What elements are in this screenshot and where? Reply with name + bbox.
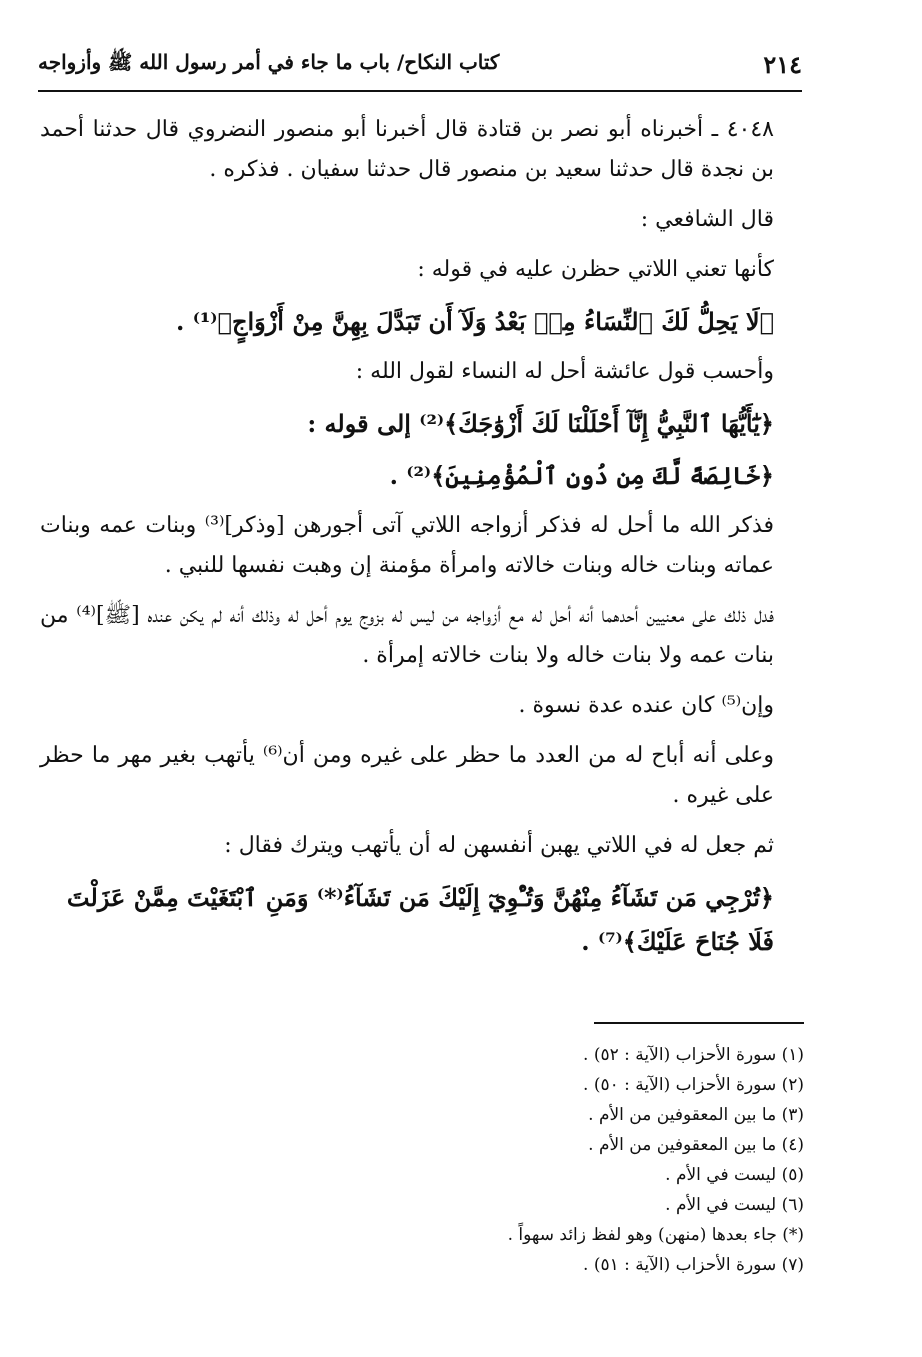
footnote: (٥) ليست في الأم .	[665, 1165, 804, 1185]
footnote: (٤) ما بين المعقوفين من الأم .	[588, 1135, 804, 1155]
footnote: (٣) ما بين المعقوفين من الأم .	[588, 1105, 804, 1125]
page-number: ٢١٤	[763, 49, 802, 79]
footnote-rule	[594, 1022, 804, 1024]
text-paragraph: كأنها تعني اللاتي حظرن عليه في قوله :	[417, 257, 774, 282]
text-paragraph: وأحسب قول عائشة أحل له النساء لقول الله :	[355, 359, 774, 384]
running-title: كتاب النكاح/ باب ما جاء في أمر رسول الله ﷺ وأزواجه	[38, 49, 500, 74]
footnote: (*) جاء بعدها (منهن) وهو لفظ زائد سهواً .	[507, 1225, 804, 1245]
text-paragraph: وعلى أنه أباح له من العدد ما حظر على غيره ومن أن⁽⁶⁾ يأتهب بغير مهر ما حظر على غيره .	[40, 743, 774, 808]
footnotes	[300, 1040, 804, 1280]
quran-verse: ﴿لَا يَحِلُّ لَكَ ٱلنِّسَاءُ مِنۢ بَعْدُ وَلَآ أَن تَبَدَّلَ بِهِنَّ مِنْ أَزْوَاجٍ﴾⁽¹⁾ .	[176, 307, 774, 336]
quran-verse: ﴿خَالِصَةً لَّكَ مِن دُونِ ٱلْمُؤْمِنِينَ﴾⁽²⁾ .	[389, 461, 774, 490]
quran-verse: ﴿تُرْجِي مَن تَشَآءُ مِنْهُنَّ وَتُـْٔوِيٓ إِلَيْكَ مَن تَشَآءُ⁽*⁾ وَمَنِ ٱبْتَغَيْتَ مِمَّنْ عَزَلْتَ فَلَا جُنَاحَ عَلَيْكَ﴾⁽⁷⁾ .	[66, 883, 774, 956]
shafii-heading: قال الشافعي :	[640, 207, 774, 232]
text-paragraph: ثم جعل له في اللاتي يهبن أنفسهن له أن يأتهب ويترك فقال :	[224, 833, 774, 858]
page-header	[38, 42, 802, 86]
hadith-paragraph: ٤٠٤٨ ـ أخبرناه أبو نصر بن قتادة قال أخبرنا أبو منصور النضروي قال حدثنا أحمد بن نجدة قال حدثنا سعيد بن منصور قال حدثنا سفيان . فذكره .	[40, 117, 774, 182]
text-paragraph: وإن⁽⁵⁾ كان عنده عدة نسوة .	[518, 693, 774, 718]
footnote: (١) سورة الأحزاب (الآية : ٥٢) .	[583, 1045, 804, 1065]
main-text	[40, 110, 804, 972]
footnote: (٢) سورة الأحزاب (الآية : ٥٠) .	[583, 1075, 804, 1095]
header-rule	[38, 90, 802, 92]
quran-verse: ﴿يَٰٓأَيُّهَا ٱلنَّبِيُّ إِنَّآ أَحْلَلْنَا لَكَ أَزْوَٰجَكَ﴾⁽²⁾ إلى قوله :	[307, 409, 774, 438]
text-paragraph: فذكر الله ما أحل له فذكر أزواجه اللاتي آتى أجورهن [وذكر]⁽³⁾ وبنات عمه وبنات عماته وبنات خاله وبنات خالاته وامرأة مؤمنة إن وهبت نفسها للنبي .	[40, 513, 775, 578]
footnote: (٧) سورة الأحزاب (الآية : ٥١) .	[583, 1255, 804, 1275]
footnote: (٦) ليست في الأم .	[665, 1195, 804, 1215]
text-paragraph: فدل ذلك على معنيين أحدهما أنه أحل له مع أزواجه من ليس له بزوج يوم أحل له وذلك أنه لم يكن عنده [ﷺ]⁽⁴⁾ من بنات عمه ولا بنات خاله ولا بنات خالاته إمرأة .	[40, 603, 774, 668]
